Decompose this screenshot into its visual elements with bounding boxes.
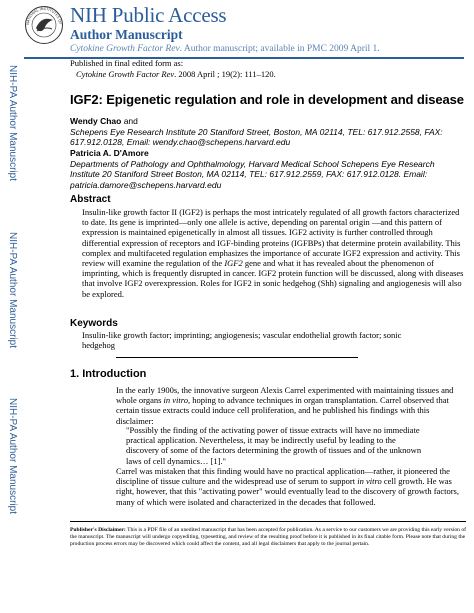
header-subtitle: Author Manuscript xyxy=(70,27,183,42)
author-block xyxy=(70,148,466,190)
author-block xyxy=(70,116,466,148)
logo-text: NATIONAL INSTITUTES OF xyxy=(25,6,63,26)
keywords-heading: Keywords xyxy=(70,318,118,329)
publication-info xyxy=(70,58,276,79)
abstract-text xyxy=(82,207,464,299)
abstract-heading: Abstract xyxy=(70,194,111,205)
publisher-disclaimer xyxy=(70,527,468,549)
keywords-text: Insulin-like growth factor; imprinting; angiogenesis; vascular endothelial growth factor; sonic hedgehog xyxy=(82,330,402,351)
intro-paragraph xyxy=(116,385,466,426)
sidebar-label: NIH-PA Author Manuscript xyxy=(7,398,18,514)
intro-text: cell growth. He was right, however, that this "activating power" would eventually lead to the discovery of growth factors, many of which were isolated and characterized in the decades that followed. xyxy=(116,476,459,507)
author-affiliation: Schepens Eye Research Institute 20 Staniford Street, Boston, MA 02114, TEL: 617.912.2558, FAX: 617.912.0128, Email: wendy.chao@schepens.harvard.edu xyxy=(70,126,443,147)
hhs-logo-icon xyxy=(24,5,64,45)
header-title: NIH Public Access xyxy=(70,3,227,27)
keywords-divider xyxy=(116,357,358,358)
author-affiliation: Departments of Pathology and Ophthalmology, Harvard Medical School Schepens Eye Research Institute 20 Staniford Street Boston, MA 02114, TEL: 617.912.2559, FAX: 617.912.0128. Email: patricia.damore@schepens.harvard.edu xyxy=(70,158,435,190)
disclaimer-text: This is a PDF file of an unedited manuscript that has been accepted for publication. As a service to our customers we are providing this early version of the manuscript. The manuscript will undergo copyediting, typesetting, and review of the resulting proof before it is published in its final citable form. Please note that during the production process errors may be discovered which could affect the content, and all legal disclaimers that apply to the journal pertain. xyxy=(70,527,467,548)
header-journal-line xyxy=(70,44,380,54)
author-name: Patricia A. D'Amore xyxy=(70,148,149,158)
paper-title: IGF2: Epigenetic regulation and role in development and disease xyxy=(70,92,464,107)
intro-text: In the early 1900s, the innovative surgeon Alexis Carrel experimented with maintaining tissues and whole organs xyxy=(116,385,454,406)
intro-paragraph xyxy=(116,466,470,507)
abstract-part: gene and what it has revealed about the phenomenon of imprinting, which is frequently disrupted in cancer. IGF2 protein function will be discussed, along with diseases that involve IGF2 overexpression. Roles for IGF2 in sonic hedgehog (Shh) signaling and angiogenesis will also be explored. xyxy=(82,258,464,299)
citation-line xyxy=(70,69,276,80)
intro-text: , hoping to advance techniques in organ transplantation. Carrel observed that certain tissue extracts could induce cell proliferation, and he published his findings with this disclaimer: xyxy=(116,395,449,426)
sidebar-label: NIH-PA Author Manuscript xyxy=(7,65,18,181)
intro-italic: in vitro xyxy=(357,476,382,487)
disclaimer-label: Publisher's Disclaimer: xyxy=(70,527,126,533)
sidebar-label: NIH-PA Author Manuscript xyxy=(7,232,18,348)
intro-italic: in vitro xyxy=(163,395,189,406)
journal-name: Cytokine Growth Factor Rev xyxy=(70,44,180,54)
intro-heading: 1. Introduction xyxy=(70,368,147,380)
abstract-gene: IGF2 xyxy=(224,258,243,269)
abstract-part: Insulin-like growth factor II (IGF2) is perhaps the most intricately regulated of all growth factors characterized to date. Its gene is imprinted—only one allele is active, depending on parental origin —and this pattern of expression is maintained epigenetically in almost all tissues. IGF2 activity is further controlled through differential expression of receptors and IGF-binding proteins (IGFBPs) that determine protein availability. This complex and multifaceted regulation emphasizes the importance of accurate IGF2 expression and activity. This review will examine the regulation of the xyxy=(82,207,461,269)
author-and: and xyxy=(121,116,138,126)
nih-sidebar xyxy=(0,0,22,613)
citation-details: . 2008 April ; 19(2): 111–120. xyxy=(174,68,276,79)
citation-journal: Cytokine Growth Factor Rev xyxy=(76,68,175,79)
author-name: Wendy Chao xyxy=(70,116,122,126)
footer-divider xyxy=(70,521,466,522)
intro-quote: "Possibly the finding of the activating power of tissue extracts will have no immediate practical application. Nevertheless, it may be indirectly useful by leading to the discovery of some of the factors determining the growth of tissues and of the unknown laws of cell dynamics… [1]." xyxy=(126,425,422,466)
intro-text: Carrel was mistaken that this finding would have no practical application—rather, it pioneered the discipline of tissue culture and the widespread use of serum to support xyxy=(116,466,450,487)
published-line: Published in final edited form as: xyxy=(70,58,184,68)
journal-availability: . Author manuscript; available in PMC 2009 April 1. xyxy=(179,44,380,54)
